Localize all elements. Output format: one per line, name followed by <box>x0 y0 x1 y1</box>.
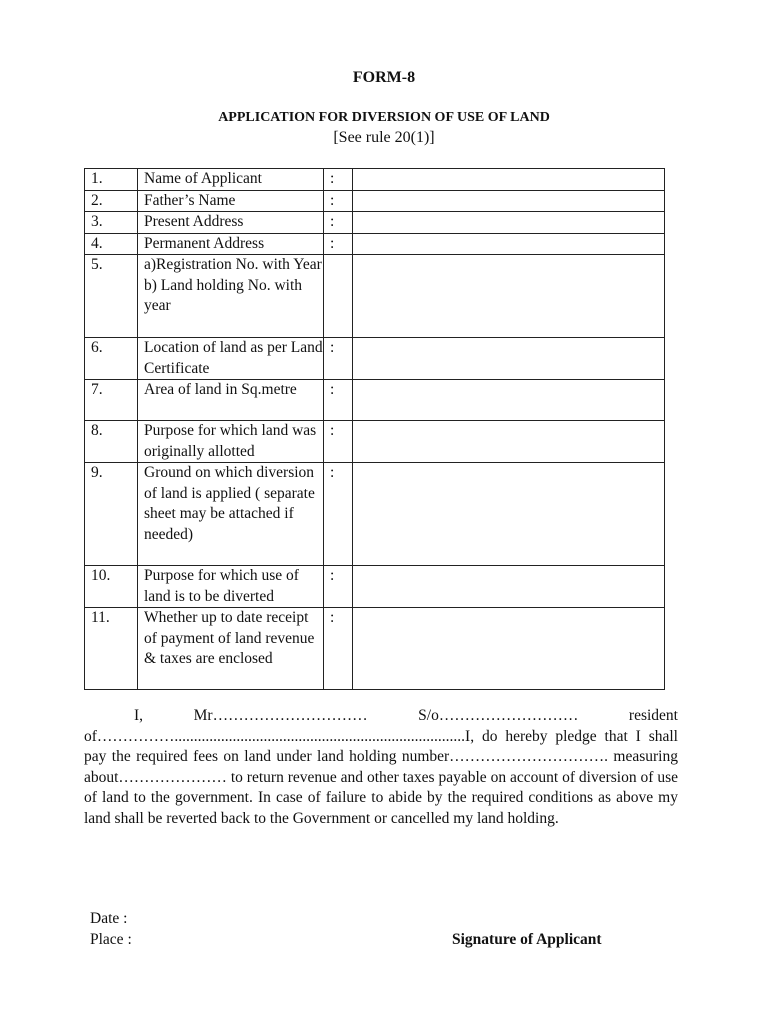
place-label: Place : <box>90 931 132 948</box>
row-number: 10. <box>85 566 138 608</box>
form-title: APPLICATION FOR DIVERSION OF USE OF LAND <box>218 110 550 125</box>
row-colon: : <box>324 380 353 421</box>
table-row <box>85 212 665 234</box>
application-table <box>84 168 665 690</box>
pledge-text: I, Mr………………………… S/o……………………… resident of……………...........................................................................I, do hereby pledge that I shall pay the required fees on land under land holding number…………………………. measuring about………………… to return revenue and other taxes payable on account of diversion of use of land to the government. In case of failure to abide by the required conditions as above my land shall be reverted back to the Government or cancelled my land holding. <box>84 707 678 827</box>
table-row <box>85 233 665 255</box>
row-label: Purpose for which land was originally allotted <box>138 421 324 463</box>
row-label: Present Address <box>138 212 324 234</box>
receipt-enclosed-field[interactable] <box>353 608 665 690</box>
row-label: Permanent Address <box>138 233 324 255</box>
row-colon: : <box>324 212 353 234</box>
row-colon: : <box>324 566 353 608</box>
row-label: Ground on which diversion of land is applied ( separate sheet may be attached if needed) <box>138 463 324 566</box>
row-label: Name of Applicant <box>138 169 324 191</box>
diverted-purpose-field[interactable] <box>353 566 665 608</box>
present-address-field[interactable] <box>353 212 665 234</box>
registration-field[interactable] <box>353 255 665 338</box>
row-label: Whether up to date receipt of payment of land revenue & taxes are enclosed <box>138 608 324 690</box>
table-row <box>85 421 665 463</box>
row-label: Purpose for which use of land is to be diverted <box>138 566 324 608</box>
row-label: Father’s Name <box>138 190 324 212</box>
row-colon: : <box>324 190 353 212</box>
row-colon: : <box>324 338 353 380</box>
table-row <box>85 380 665 421</box>
table-row <box>85 566 665 608</box>
date-label: Date : <box>90 910 128 927</box>
pledge-paragraph <box>84 706 678 829</box>
land-location-field[interactable] <box>353 338 665 380</box>
applicant-name-field[interactable] <box>353 169 665 191</box>
row-colon: : <box>324 608 353 690</box>
row-number: 6. <box>85 338 138 380</box>
row-number: 9. <box>85 463 138 566</box>
land-area-field[interactable] <box>353 380 665 421</box>
row-number: 4. <box>85 233 138 255</box>
row-number: 2. <box>85 190 138 212</box>
row-colon: : <box>324 233 353 255</box>
signature-label: Signature of Applicant <box>452 931 602 948</box>
row-colon <box>324 255 353 338</box>
table-row <box>85 255 665 338</box>
row-number: 1. <box>85 169 138 191</box>
table-row <box>85 190 665 212</box>
table-row <box>85 338 665 380</box>
row-label: Location of land as per Land Certificate <box>138 338 324 380</box>
row-label: Area of land in Sq.metre <box>138 380 324 421</box>
row-colon: : <box>324 169 353 191</box>
row-number: 3. <box>85 212 138 234</box>
original-purpose-field[interactable] <box>353 421 665 463</box>
row-number: 8. <box>85 421 138 463</box>
rule-reference: [See rule 20(1)] <box>333 129 435 146</box>
table-row <box>85 463 665 566</box>
table-row <box>85 608 665 690</box>
permanent-address-field[interactable] <box>353 233 665 255</box>
row-number: 7. <box>85 380 138 421</box>
diversion-ground-field[interactable] <box>353 463 665 566</box>
form-number: FORM-8 <box>352 69 416 86</box>
row-colon: : <box>324 463 353 566</box>
row-number: 5. <box>85 255 138 338</box>
row-colon: : <box>324 421 353 463</box>
row-label: a)Registration No. with Year b) Land holding No. with year <box>138 255 324 338</box>
row-number: 11. <box>85 608 138 690</box>
table-row <box>85 169 665 191</box>
fathers-name-field[interactable] <box>353 190 665 212</box>
